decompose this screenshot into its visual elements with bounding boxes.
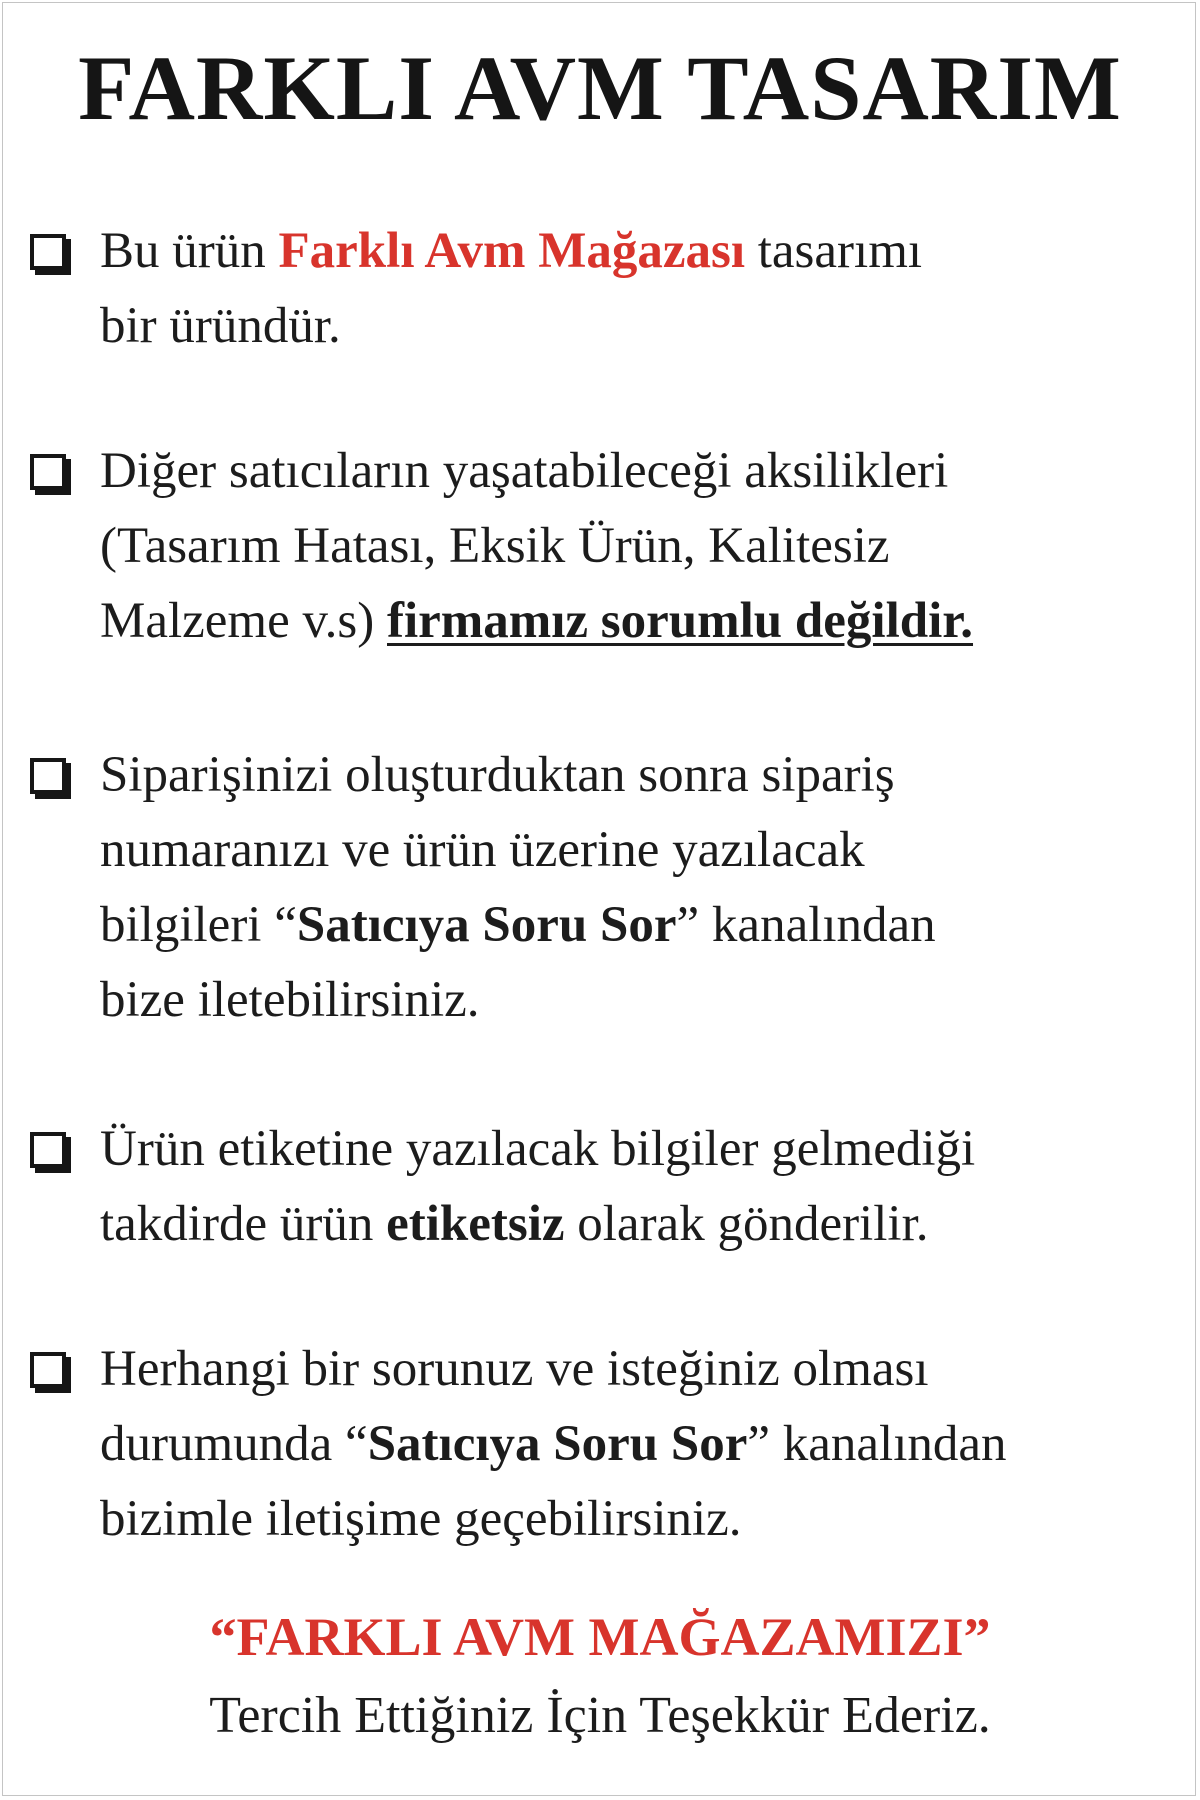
item-1-line-1: Bu ürün Farklı Avm Mağazası tasarımı bbox=[100, 223, 923, 279]
checkbox-icon bbox=[30, 234, 66, 270]
list-item-5 bbox=[28, 1332, 1188, 1557]
item-2-text bbox=[100, 434, 1188, 659]
list-item-2 bbox=[28, 434, 1188, 659]
footer-thanks: Tercih Ettiğiniz İçin Teşekkür Ederiz. bbox=[209, 1687, 991, 1744]
item-2-line-1: Diğer satıcıların yaşatabileceği aksilikleri bbox=[100, 443, 949, 499]
list-item-4 bbox=[28, 1112, 1188, 1262]
item-1-line-2: bir üründür. bbox=[100, 298, 341, 354]
store-name-highlight: Farklı Avm Mağazası bbox=[278, 223, 745, 279]
item-4-line-2: takdirde ürün etiketsiz olarak gönderilir. bbox=[100, 1196, 929, 1252]
channel-name: Satıcıya Soru Sor bbox=[367, 1416, 748, 1472]
item-2-line-3: Malzeme v.s) firmamız sorumlu değildir. bbox=[100, 593, 974, 649]
item-3-line-1: Siparişinizi oluşturduktan sonra sipariş bbox=[100, 747, 895, 803]
item-3-line-2: numaranızı ve ürün üzerine yazılacak bbox=[100, 822, 865, 878]
checkbox-icon bbox=[30, 1132, 66, 1168]
item-2-line-2: (Tasarım Hatası, Eksik Ürün, Kalitesiz bbox=[100, 518, 890, 574]
disclaimer-underlined: firmamız sorumlu değildir. bbox=[387, 593, 974, 649]
item-1-text bbox=[100, 214, 1188, 364]
checkbox-icon bbox=[30, 1352, 66, 1388]
item-5-line-2: durumunda “Satıcıya Soru Sor” kanalından bbox=[100, 1416, 1007, 1472]
page-title: FARKLI AVM TASARIM bbox=[78, 37, 1122, 139]
item-5-line-3: bizimle iletişime geçebilirsiniz. bbox=[100, 1491, 742, 1547]
item-3-line-4: bize iletebilirsiniz. bbox=[100, 972, 480, 1028]
footer-store-name: “FARKLI AVM MAĞAZAMIZI” bbox=[209, 1607, 991, 1667]
item-3-line-3: bilgileri “Satıcıya Soru Sor” kanalından bbox=[100, 897, 936, 953]
list-item-1 bbox=[28, 214, 1188, 364]
item-5-text bbox=[100, 1332, 1188, 1557]
item-4-text bbox=[100, 1112, 1188, 1262]
unlabeled-emphasis: etiketsiz bbox=[386, 1196, 565, 1252]
checkbox-icon bbox=[30, 454, 66, 490]
checkbox-icon bbox=[30, 758, 66, 794]
item-3-text bbox=[100, 738, 1188, 1038]
item-5-line-1: Herhangi bir sorunuz ve isteğiniz olması bbox=[100, 1341, 929, 1397]
item-4-line-1: Ürün etiketine yazılacak bilgiler gelmediği bbox=[100, 1121, 976, 1177]
channel-name: Satıcıya Soru Sor bbox=[296, 897, 677, 953]
list-item-3 bbox=[28, 738, 1188, 1038]
